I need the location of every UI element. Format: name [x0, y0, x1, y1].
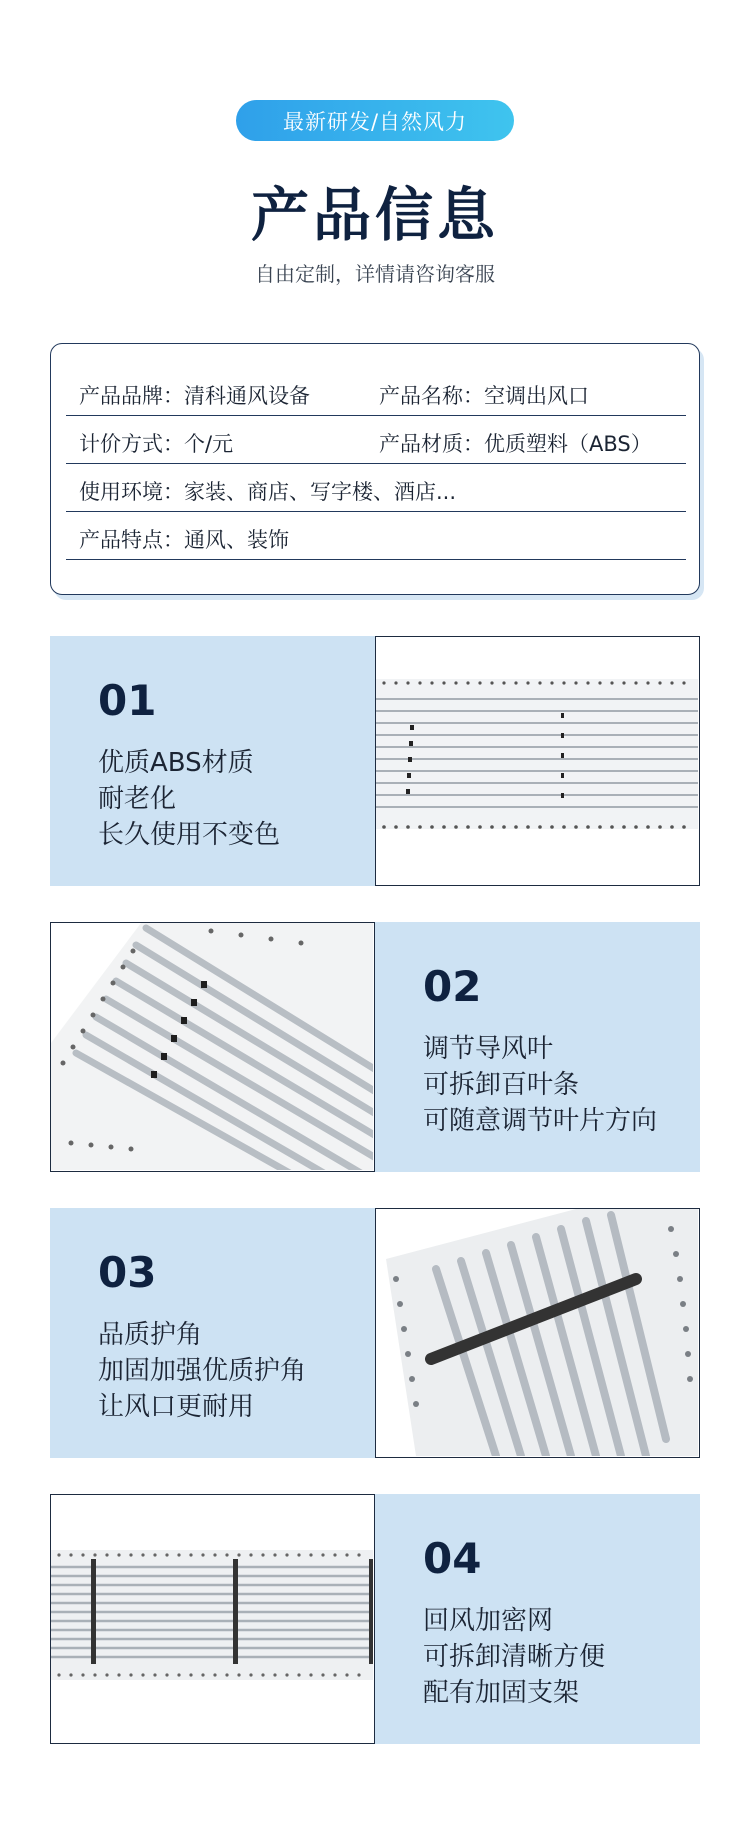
feature-number: 01 [98, 676, 157, 725]
feature-line: 调节导风叶 [423, 1034, 554, 1064]
vent-photo-return-grille [50, 1494, 375, 1744]
feature-line: 让风口更耐用 [98, 1392, 255, 1422]
feature-line: 加固加强优质护角 [98, 1356, 307, 1386]
feature-line: 可随意调节叶片方向 [423, 1106, 658, 1136]
vent-photo-corner [375, 1208, 700, 1458]
vent-photo-angled [50, 922, 375, 1172]
feature-text-panel [375, 922, 700, 1172]
product-info-box [50, 343, 700, 595]
feature-card-03 [50, 1208, 700, 1458]
info-pricing: 计价方式：个/元 [79, 432, 234, 456]
feature-line: 耐老化 [98, 784, 177, 814]
feature-line: 回风加密网 [423, 1606, 554, 1636]
info-row [66, 416, 686, 464]
header-badge: 最新研发/自然风力 [236, 100, 514, 141]
feature-number: 04 [423, 1534, 482, 1583]
info-environment: 使用环境：家装、商店、写字楼、酒店... [79, 480, 457, 504]
vent-photo-front [375, 636, 700, 886]
feature-line: 品质护角 [98, 1320, 203, 1350]
info-row [66, 464, 686, 512]
feature-line: 优质ABS材质 [98, 748, 254, 778]
info-row [66, 512, 686, 560]
feature-card-04 [50, 1494, 700, 1744]
feature-number: 02 [423, 962, 482, 1011]
feature-number: 03 [98, 1248, 157, 1297]
info-name: 产品名称：空调出风口 [379, 384, 589, 408]
feature-text-panel [50, 1208, 375, 1458]
info-features: 产品特点：通风、装饰 [79, 528, 289, 552]
feature-text-panel [50, 636, 375, 886]
feature-card-02 [50, 922, 700, 1172]
feature-line: 长久使用不变色 [98, 820, 281, 850]
feature-line: 可拆卸百叶条 [423, 1070, 580, 1100]
page-title: 产品信息 [250, 181, 499, 249]
feature-line: 可拆卸清晰方便 [423, 1642, 606, 1672]
info-brand: 产品品牌：清科通风设备 [79, 384, 310, 408]
info-row [66, 368, 686, 416]
feature-text-panel [375, 1494, 700, 1744]
feature-line: 配有加固支架 [423, 1678, 580, 1708]
feature-card-01 [50, 636, 700, 886]
info-material: 产品材质：优质塑料（ABS） [379, 432, 652, 456]
page-subtitle: 自由定制，详情请咨询客服 [255, 262, 495, 286]
